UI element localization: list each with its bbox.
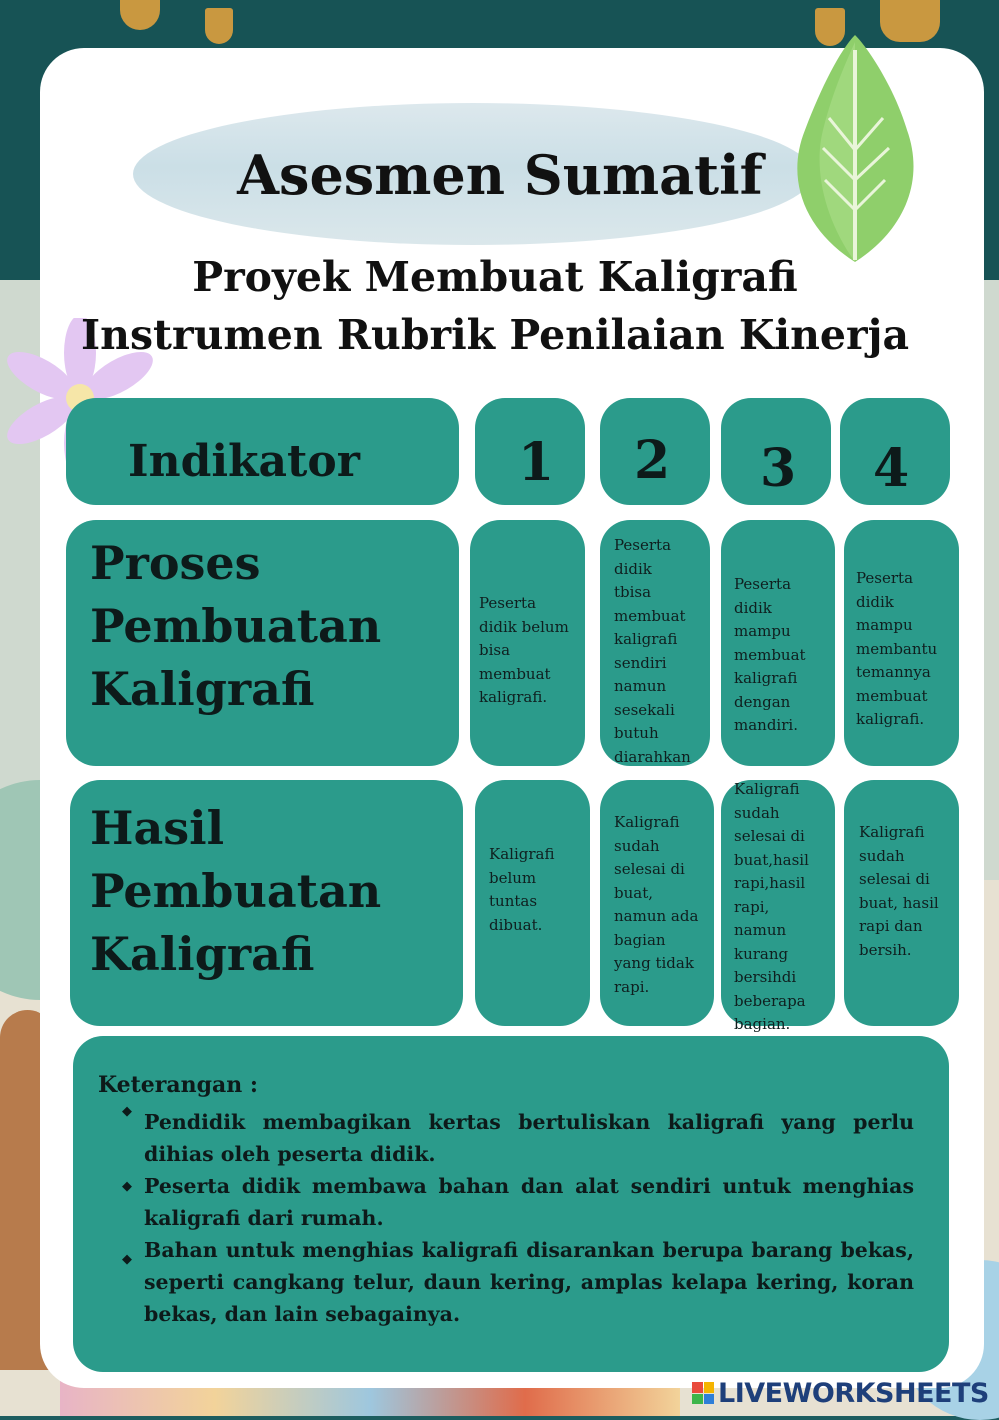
score-header-1: 1 [518, 432, 555, 493]
diamond-bullet-icon: ◆ [122, 1104, 132, 1119]
rubric-process-3: Peserta didik mampu membuat kaligrafi dengan mandiri. [734, 575, 806, 734]
rubric-process-1: Peserta didik belum bisa membuat kaligrafi. [479, 594, 569, 706]
indicator-process: Proses Pembuatan Kaligrafi [90, 536, 382, 716]
note-item: Peserta didik membawa bahan dan alat sendiri untuk menghias kaligrafi dari rumah. [144, 1174, 914, 1230]
lantern-decoration [205, 8, 233, 44]
rubric-result-3: Kaligrafi sudah selesai di buat,hasil rapi,hasil rapi, namun kurang bersihdi beberapa bagian. [734, 780, 809, 1033]
notes-title: Keterangan : [98, 1072, 259, 1098]
rubric-subtitle: Instrumen Rubrik Penilaian Kinerja [80, 311, 910, 359]
diamond-bullet-icon: ◆ [122, 1179, 132, 1194]
note-item: Bahan untuk menghias kaligrafi disarankan berupa barang bekas, seperti cangkang telur, daun kering, amplas kelapa kering, koran bekas, dan lain sebagainya. [144, 1238, 914, 1326]
score-header-4: 4 [873, 438, 910, 499]
diamond-bullet-icon: ◆ [122, 1252, 132, 1267]
liveworksheets-logo-icon [692, 1382, 714, 1404]
score-header-3: 3 [760, 438, 797, 499]
page-title: Asesmen Sumatif [237, 143, 763, 207]
liveworksheets-logo-text: LIVEWORKSHEETS [718, 1377, 989, 1409]
rubric-result-4: Kaligrafi sudah selesai di buat, hasil rapi dan bersih. [859, 823, 939, 959]
score-header-2: 2 [634, 430, 671, 491]
note-item: Pendidik membagikan kertas bertuliskan kaligrafi yang perlu dihias oleh peserta didik. [144, 1110, 914, 1166]
rubric-process-2: Peserta didik tbisa membuat kaligrafi sendiri namun sesekali butuh diarahkan [614, 536, 691, 766]
project-subtitle: Proyek Membuat Kaligrafi [192, 253, 798, 301]
rubric-process-4: Peserta didik mampu membantu temannya membuat kaligrafi. [856, 569, 938, 728]
indicator-header-label: Indikator [128, 436, 360, 487]
rubric-result-2: Kaligrafi sudah selesai di buat, namun ada bagian yang tidak rapi. [614, 813, 699, 996]
liveworksheets-logo [692, 1376, 989, 1410]
rubric-result-1: Kaligrafi belum tuntas dibuat. [489, 845, 555, 934]
indicator-result: Hasil Pembuatan Kaligrafi [90, 801, 382, 981]
